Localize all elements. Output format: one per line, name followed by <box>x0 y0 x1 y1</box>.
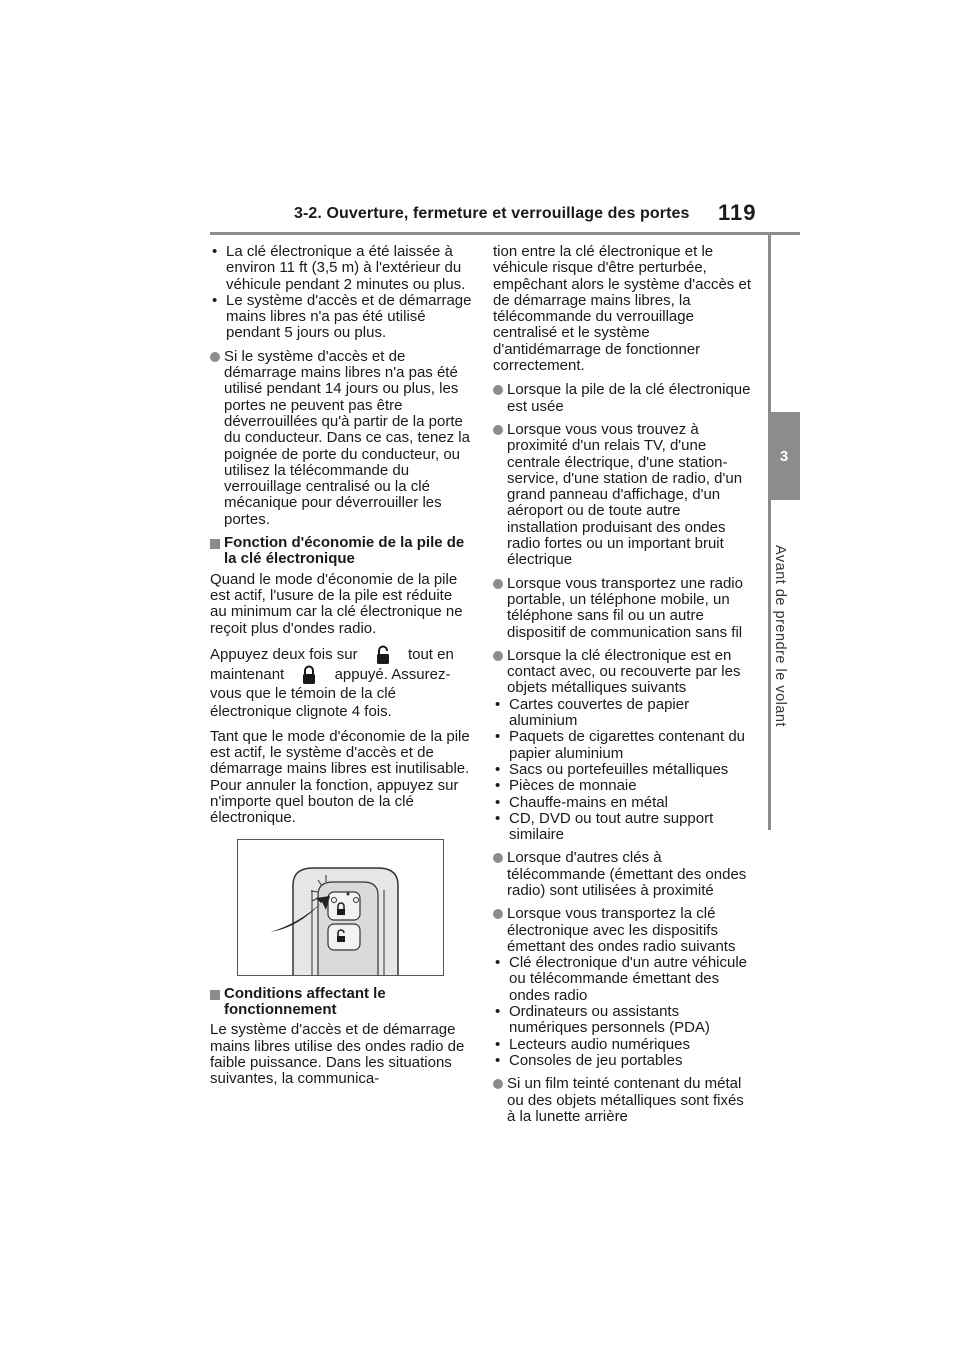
condition-item: Lorsque vous transportez la clé électronique avec les dispositifs émettant des ondes radio suivants <box>493 906 753 955</box>
lock-icon <box>302 665 316 685</box>
list-item: • Ordinateurs ou assistants numériques personnels (PDA) <box>493 1004 753 1037</box>
list-item: • CD, DVD ou tout autre support similaire <box>493 811 753 844</box>
page-number: 119 <box>718 200 757 225</box>
instruction-text: tout en maintenant <box>210 645 454 683</box>
instruction-paragraph <box>210 645 472 721</box>
paragraph: tion entre la clé électronique et le véhicule risque d'être perturbée, empêchant alors le système d'accès et de démarrage mains libres, la télécommande du verrouillage centralisé et le système d'antidémarrage de fonctionner correctement. <box>493 243 751 375</box>
list-item: • Consoles de jeu portables <box>493 1053 753 1069</box>
side-rule-bottom <box>768 500 771 830</box>
header-rule <box>210 232 800 235</box>
instruction-text: Appuyez deux fois sur <box>210 645 358 663</box>
bullet-item: • Le système d'accès et de démarrage mains libres n'a pas été utilisé pendant 5 jours ou plus. <box>210 293 472 342</box>
bullet-item: • La clé électronique a été laissée à environ 11 ft (3,5 m) à l'extérieur du véhicule pendant 2 minutes ou plus. <box>210 244 472 293</box>
note-item: Si le système d'accès et de démarrage mains libres n'a pas été utilisé pendant 14 jours ou plus, les portes ne peuvent pas être déverrouillées qu'à partir de la porte du conducteur. Dans ce cas, tenez la poignée de porte du conducteur, ou utilisez la télécommande du verrouillage centralisé ou la clé mécanique pour déverrouiller les portes. <box>210 349 472 528</box>
list-item: • Clé électronique d'un autre véhicule ou télécommande émettant des ondes radio <box>493 955 753 1004</box>
left-column <box>210 244 472 1095</box>
list-item: • Sacs ou portefeuilles métalliques <box>493 762 753 778</box>
condition-item: Si un film teinté contenant du métal ou des objets métalliques sont fixés à la lunette arrière <box>493 1076 753 1125</box>
condition-item: Lorsque d'autres clés à télécommande (émettant des ondes radio) sont utilisées à proximité <box>493 850 753 899</box>
instruction-text: appuyé. Assurez-vous que le témoin de la clé électronique clignote 4 fois. <box>210 665 451 720</box>
paragraph: Quand le mode d'économie de la pile est actif, l'usure de la pile est réduite au minimum car la clé électronique ne reçoit plus d'ondes radio. <box>210 570 463 637</box>
lock-icon <box>376 645 390 665</box>
side-rule-top <box>768 232 771 412</box>
smart-key-drawing <box>238 840 443 975</box>
key-illustration <box>237 839 444 976</box>
right-column <box>493 244 753 1132</box>
condition-item: Lorsque la clé électronique est en contact avec, ou recouverte par les objets métalliques suivants <box>493 648 753 697</box>
condition-item: Lorsque vous transportez une radio portable, un téléphone mobile, un téléphone sans fil ou un autre dispositif de communication sans fil <box>493 576 753 641</box>
list-item: • Cartes couvertes de papier aluminium <box>493 697 753 730</box>
condition-item: Lorsque la pile de la clé électronique est usée <box>493 382 753 415</box>
chapter-label: Avant de prendre le volant <box>772 545 788 728</box>
list-item: • Paquets de cigarettes contenant du papier aluminium <box>493 729 753 762</box>
header-title: 3-2. Ouverture, fermeture et verrouillage des portes <box>294 205 690 222</box>
paragraph: Le système d'accès et de démarrage mains libres utilise des ondes radio de faible puissance. Dans les situations suivantes, la communica- <box>210 1021 465 1088</box>
section-heading: Fonction d'économie de la pile de la clé électronique <box>210 535 472 568</box>
chapter-tab: 3 <box>768 412 800 500</box>
section-heading: Conditions affectant le fonctionnement <box>210 986 472 1019</box>
condition-item: Lorsque vous vous trouvez à proximité d'un relais TV, d'une centrale électrique, d'une station-service, d'une station de radio, d'un grand panneau d'affichage, d'un aéroport ou de toute autre installation produisant des ondes radio fortes ou un important bruit électrique <box>493 422 753 569</box>
list-item: • Chauffe-mains en métal <box>493 795 753 811</box>
list-item: • Pièces de monnaie <box>493 778 753 794</box>
list-item: • Lecteurs audio numériques <box>493 1037 753 1053</box>
paragraph: Tant que le mode d'économie de la pile est actif, le système d'accès et de démarrage mains libres est inutilisable. Pour annuler la fonction, appuyez sur n'importe quel bouton de la clé électronique. <box>210 727 470 827</box>
